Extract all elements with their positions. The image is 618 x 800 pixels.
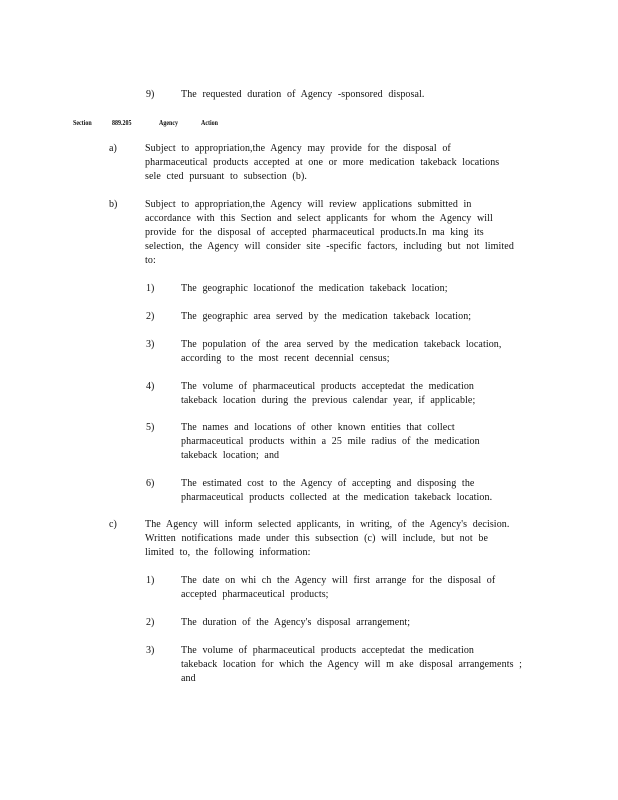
- text-line: The geographic area served by the medication takeback location;: [181, 311, 472, 322]
- list-marker: 3): [146, 339, 155, 350]
- list-marker: 1): [146, 283, 155, 294]
- paragraph-marker: c): [109, 519, 117, 530]
- text-line: The estimated cost to the Agency of accepting and disposing the: [181, 478, 475, 489]
- text-line: takeback location for which the Agency will m ake disposal arrangements ;: [181, 659, 523, 670]
- paragraph-marker: b): [109, 199, 118, 210]
- text-line: provide for the disposal of accepted pharmaceutical products.In ma king its: [145, 227, 484, 238]
- text-line: The volume of pharmaceutical products acceptedat the medication: [181, 381, 475, 392]
- text-line: The duration of the Agency's disposal arrangement;: [181, 617, 411, 628]
- text-line: according to the most recent decennial census;: [181, 353, 390, 364]
- list-item: [181, 644, 522, 686]
- text-line: The requested duration of Agency -sponsored disposal.: [181, 89, 425, 100]
- text-line: pharmaceutical products accepted at one or more medication takeback locations: [145, 157, 500, 168]
- text-line: pharmaceutical products collected at the medication takeback location.: [181, 492, 493, 503]
- text-line: sele cted pursuant to subsection (b).: [145, 171, 307, 182]
- list-marker: 9): [146, 89, 155, 100]
- list-item: [181, 616, 410, 630]
- section-title-word: Agency: [159, 118, 178, 127]
- section-title-word: Action: [201, 118, 218, 127]
- text-line: limited to, the following information:: [145, 547, 311, 558]
- text-line: The names and locations of other known entities that collect: [181, 422, 455, 433]
- text-line: Subject to appropriation,the Agency will review applications submitted in: [145, 199, 472, 210]
- list-item: [181, 421, 480, 463]
- text-line: takeback location during the previous calendar year, if applicable;: [181, 395, 476, 406]
- text-line: accordance with this Section and select applicants for whom the Agency will: [145, 213, 493, 224]
- list-marker: 3): [146, 645, 155, 656]
- text-line: Subject to appropriation,the Agency may provide for the disposal of: [145, 143, 451, 154]
- list-marker: 6): [146, 478, 155, 489]
- list-marker: 2): [146, 617, 155, 628]
- section-number: 889.205: [112, 118, 132, 127]
- list-item: [181, 338, 502, 366]
- list-marker: 2): [146, 311, 155, 322]
- list-item: [181, 380, 475, 408]
- paragraph-a: [145, 142, 499, 184]
- list-marker: 1): [146, 575, 155, 586]
- list-marker: 5): [146, 422, 155, 433]
- text-line: The Agency will inform selected applicants, in writing, of the Agency's decision.: [145, 519, 510, 530]
- paragraph-b: [145, 198, 514, 268]
- list-item: [181, 477, 492, 505]
- list-item: [181, 574, 495, 602]
- paragraph-c: [145, 518, 510, 560]
- list-item: [181, 310, 471, 324]
- text-line: selection, the Agency will consider site -specific factors, including but not limited: [145, 241, 514, 252]
- text-line: to:: [145, 255, 156, 266]
- text-line: The date on whi ch the Agency will first arrange for the disposal of: [181, 575, 496, 586]
- text-line: takeback location; and: [181, 450, 280, 461]
- list-marker: 4): [146, 381, 155, 392]
- text-line: The geographic locationof the medication takeback location;: [181, 283, 448, 294]
- list-item: [181, 282, 448, 296]
- text-line: and: [181, 673, 196, 684]
- text-line: pharmaceutical products within a 25 mile radius of the medication: [181, 436, 480, 447]
- list-item-text: [181, 88, 425, 102]
- text-line: The population of the area served by the medication takeback location,: [181, 339, 502, 350]
- paragraph-marker: a): [109, 143, 117, 154]
- text-line: accepted pharmaceutical products;: [181, 589, 329, 600]
- text-line: Written notifications made under this subsection (c) will include, but not be: [145, 533, 489, 544]
- section-label: Section: [73, 118, 92, 127]
- text-line: The volume of pharmaceutical products acceptedat the medication: [181, 645, 475, 656]
